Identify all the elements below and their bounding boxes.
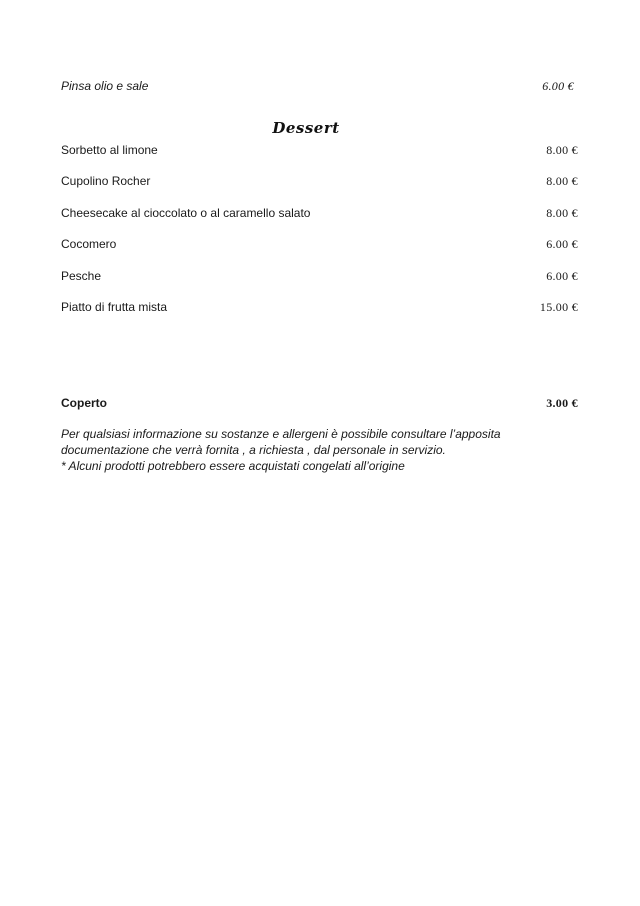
item-price: 8.00 € [546,174,578,188]
item-price: 8.00 € [546,206,578,220]
note-line-3: * Alcuni prodotti potrebbero essere acquistati congelati all’origine [61,459,405,473]
item-price: 6.00 € [542,79,574,93]
item-price: 8.00 € [546,143,578,157]
item-name: Sorbetto al limone [61,143,158,157]
item-name: Pinsa olio e sale [61,79,149,93]
coperto-label: Coperto [61,396,107,410]
item-name: Cupolino Rocher [61,174,151,188]
item-price: 6.00 € [546,237,578,251]
item-name: Piatto di frutta mista [61,300,168,314]
item-price: 15.00 € [539,300,578,314]
item-name: Pesche [61,269,102,283]
item-name: Cocomero [61,237,117,251]
section-title-dessert: Dessert [272,119,340,137]
item-name: Cheesecake al cioccolato o al caramello salato [61,206,311,220]
item-price: 6.00 € [546,269,578,283]
allergen-note [61,426,581,474]
coperto-price: 3.00 € [546,396,578,410]
note-line-2: documentazione che verrà fornita , a richiesta , dal personale in servizio. [61,443,446,457]
note-line-1: Per qualsiasi informazione su sostanze e allergeni è possibile consultare l’apposita [61,427,501,441]
